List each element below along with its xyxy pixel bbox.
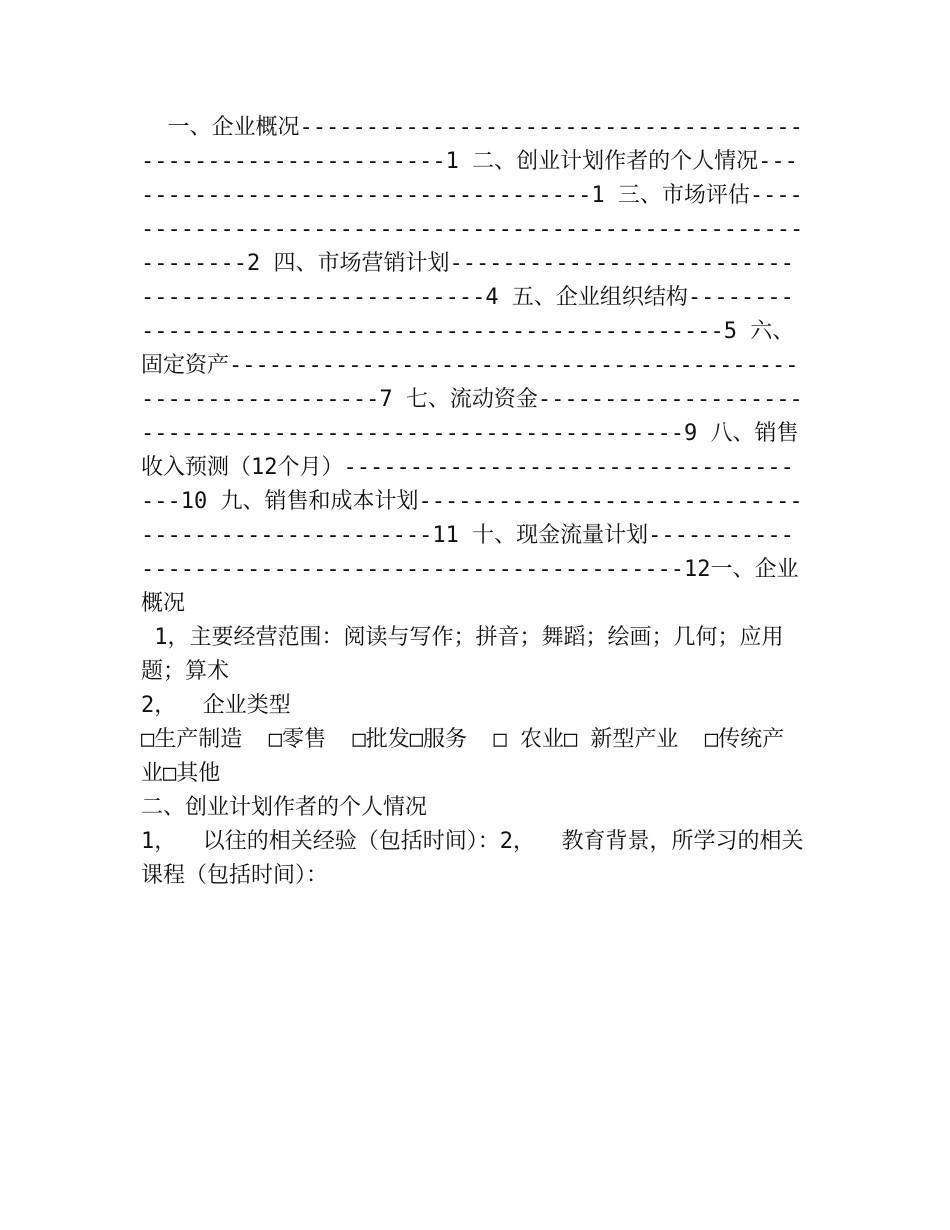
business-type-label: 2， 企业类型 bbox=[141, 693, 291, 718]
section-1-heading: 一、企业概况 bbox=[141, 557, 799, 616]
section-2-heading: 二、创业计划作者的个人情况 bbox=[141, 795, 428, 820]
document-body bbox=[141, 111, 806, 893]
table-of-contents: 一、企业概况-------------------------------------------------------------1 二、创业计划作者的个人情况-------------------------------------1 三、市场评估--------------------------------------------------------------2 四、市场营销计划----------------------------------------------------4 五、企业组织结构----------------------------------------------------5 六、固定资产-------------------------------------------------------------7 七、流动资金-------------------------------------------------------------9 八、销售收入预测（12个月）-------------------------------------10 九、销售和成本计划---------------------------------------------------11 十、现金流量计划----------------------------------------------------12 bbox=[141, 115, 804, 582]
business-type-options: □生产制造 □零售 □批发□服务 □ 农业□ 新型产业 □传统产业□其他 bbox=[141, 727, 785, 786]
author-details: 1， 以往的相关经验（包括时间）：2， 教育背景，所学习的相关课程（包括时间）： bbox=[141, 829, 804, 888]
business-scope: 1，主要经营范围：阅读与写作；拼音；舞蹈；绘画；几何；应用题；算术 bbox=[141, 625, 784, 684]
